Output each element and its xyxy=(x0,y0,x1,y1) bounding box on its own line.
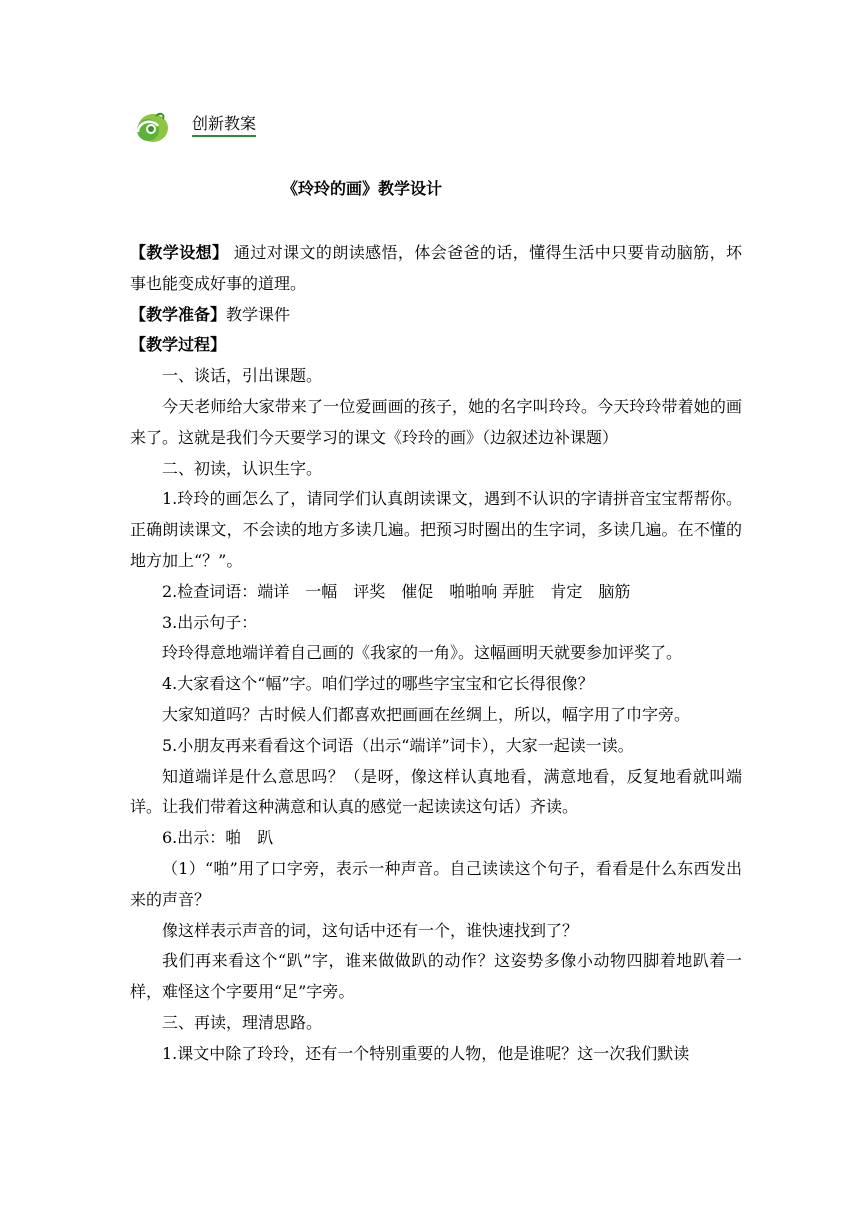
paragraph: 1.玲玲的画怎么了，请同学们认真朗读课文，遇到不认识的字请拼音宝宝帮帮你。正确朗读课文，不会读的地方多读几遍。把预习时圈出的生字词，多读几遍。在不懂的地方加上“？”。 xyxy=(130,489,742,570)
paragraph: （1）“啪”用了口字旁，表示一种声音。自己读读这个句子，看看是什么东西发出来的声音？ xyxy=(130,858,742,909)
paragraph: 3.出示句子： xyxy=(162,612,258,632)
paragraph: 二、初读，认识生字。 xyxy=(162,458,323,478)
logo-icon xyxy=(132,110,170,146)
paragraph: 1.课文中除了玲玲，还有一个特别重要的人物，他是谁呢？这一次我们默读 xyxy=(162,1043,690,1063)
paragraph: 知道端详是什么意思吗？（是呀，像这样认真地看，满意地看，反复地看就叫端详。让我们带着这种满意和认真的感觉一起读读这句话）齐读。 xyxy=(130,766,742,817)
teaching-idea xyxy=(130,238,742,300)
paragraph: 5.小朋友再来看看这个词语（出示“端详”词卡），大家一起读一读。 xyxy=(162,735,634,755)
paragraph: 6.出示：啪 趴 xyxy=(162,828,274,848)
teaching-idea-text: 通过对课文的朗读感悟，体会爸爸的话，懂得生活中只要肯动脑筋，坏事也能变成好事的道理。 xyxy=(130,243,742,293)
header-label[interactable]: 创新教案 xyxy=(192,114,256,137)
paragraph: 像这样表示声音的词，这句话中还有一个，谁快速找到了？ xyxy=(162,920,579,940)
paragraph: 今天老师给大家带来了一位爱画画的孩子，她的名字叫玲玲。今天玲玲带着她的画来了。这就是我们今天要学习的课文《玲玲的画》（边叙述边补课题） xyxy=(130,396,742,447)
teaching-process-label: 【教学过程】 xyxy=(130,335,227,355)
document-body xyxy=(130,238,742,1070)
teaching-idea-label: 【教学设想】 xyxy=(130,243,229,262)
paragraph: 玲玲得意地端详着自己画的《我家的一角》。这幅画明天就要参加评奖了。 xyxy=(162,643,683,663)
paragraph: 三、再读，理清思路。 xyxy=(162,1012,323,1032)
teaching-prep-text: 教学课件 xyxy=(226,304,291,324)
document-title: 《玲玲的画》教学设计 xyxy=(282,179,443,198)
paragraph: 4.大家看这个“幅”字。咱们学过的哪些字宝宝和它长得很像？ xyxy=(162,674,594,694)
paragraph: 大家知道吗？古时候人们都喜欢把画画在丝绸上，所以，幅字用了巾字旁。 xyxy=(162,704,691,724)
teaching-prep-label: 【教学准备】 xyxy=(130,304,227,324)
paragraph: 2.检查词语：端详 一幅 评奖 催促 啪啪响 弄脏 肯定 脑筋 xyxy=(162,581,631,601)
paragraph: 我们再来看这个“趴”字，谁来做做趴的动作？这姿势多像小动物四脚着地趴着一样，难怪这个字要用“足”字旁。 xyxy=(130,951,742,1002)
paragraph: 一、谈话，引出课题。 xyxy=(162,366,323,386)
teaching-prep xyxy=(130,300,742,331)
